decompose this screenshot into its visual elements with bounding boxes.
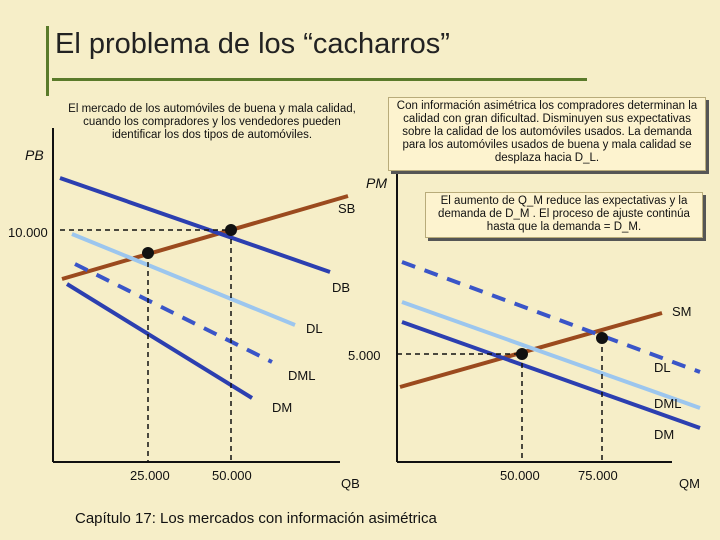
left-label-dm: DM (272, 400, 293, 415)
right-label-sm: SM (672, 304, 692, 319)
left-label-dl: DL (306, 321, 323, 336)
note-right-top (388, 97, 706, 171)
left-qty-tick-1: 25.000 (130, 468, 170, 483)
right-qty-tick-1: 50.000 (500, 468, 540, 483)
left-price-tick: 10.000 (8, 225, 48, 240)
left-label-sb: SB (338, 201, 356, 216)
right-price-tick: 5.000 (348, 348, 381, 363)
note-right-top-text: Con información asimétrica los compradores determinan la calidad con gran dificultad. Disminuyen sus expectativas sobre la calidad de los automóviles usados. La demanda para los automóviles usados de buena y mala calidad se desplaza hacia D_L. (396, 100, 698, 164)
left-y-axis-label: PB (25, 147, 44, 163)
left-label-db: DB (332, 280, 351, 295)
left-demand-db-curve (60, 178, 330, 272)
right-label-dl: DL (654, 360, 671, 375)
right-equilibrium-point-high (596, 332, 608, 344)
slide-title: El problema de los “cacharros” (55, 28, 450, 60)
slide-footer: Capítulo 17: Los mercados con información asimétrica (75, 510, 437, 527)
right-equilibrium-point-low (516, 348, 528, 360)
left-equilibrium-point-low (142, 247, 154, 259)
left-x-axis-label: QB (341, 476, 360, 491)
right-x-axis-label: QM (679, 476, 700, 491)
left-qty-tick-2: 50.000 (212, 468, 252, 483)
left-equilibrium-point-high (225, 224, 237, 236)
left-axes (53, 128, 340, 462)
note-left-top: El mercado de los automóviles de buena y mala calidad, cuando los compradores y los vendedores pueden identificar los dos tipos de automóviles. (68, 103, 356, 141)
left-demand-dm-curve (67, 284, 252, 398)
right-label-dm: DM (654, 427, 675, 442)
right-qty-tick-2: 75.000 (578, 468, 618, 483)
right-label-dml: DML (654, 396, 682, 411)
left-supply-curve (62, 196, 348, 279)
note-right-mid-text: El aumento de Q_M reduce las expectativas y la demanda de D_M . El proceso de ajuste continúa hasta que la demanda = D_M. (438, 195, 690, 233)
right-y-axis-label: PM (366, 175, 387, 191)
note-right-mid (425, 192, 703, 238)
left-label-dml: DML (288, 368, 316, 383)
